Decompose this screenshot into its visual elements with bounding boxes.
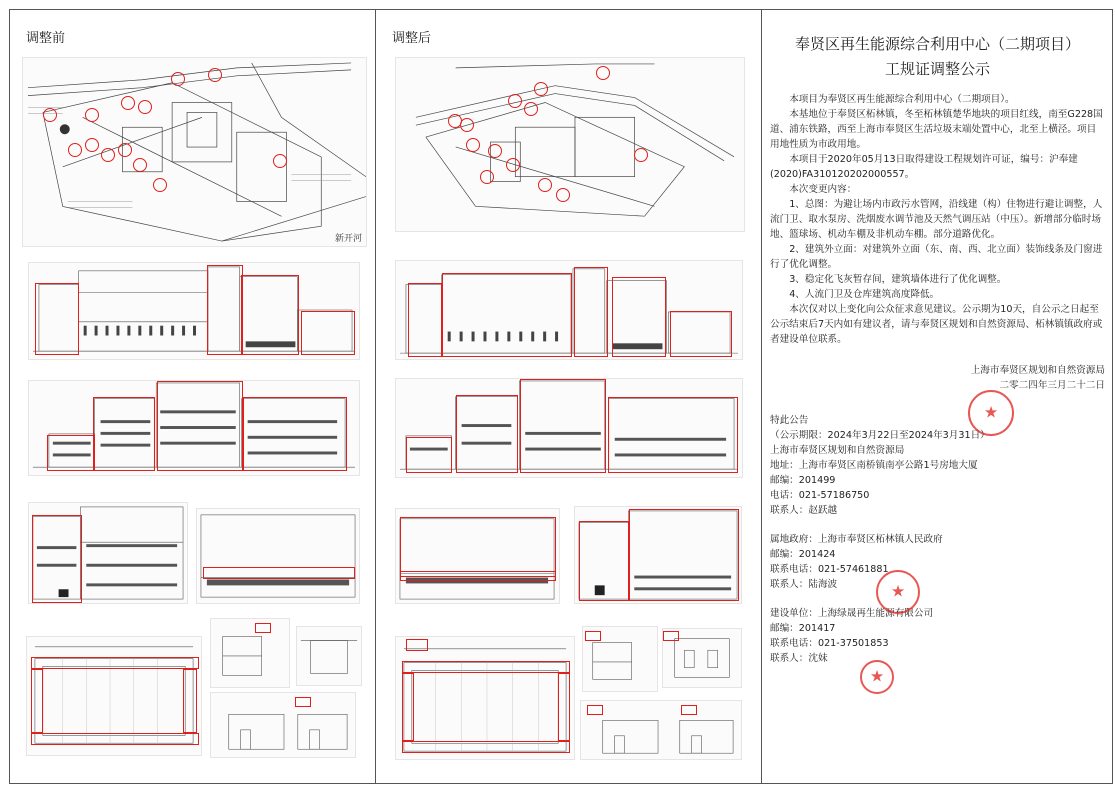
org3-phone: 联系电话：021-37501853 xyxy=(770,638,889,649)
change-markup-box xyxy=(301,311,355,355)
change-markup-box xyxy=(295,697,311,707)
org2-postcode: 邮编：201424 xyxy=(770,549,836,560)
change-markup-box xyxy=(32,515,82,603)
change-markup-circle xyxy=(118,143,132,157)
org1-postcode: 邮编：201499 xyxy=(770,475,836,486)
change-markup-box xyxy=(608,397,738,473)
change-markup-box xyxy=(558,673,570,741)
river-label: 新开河 xyxy=(334,234,362,244)
change-markup-circle xyxy=(480,170,494,184)
change-markup-box xyxy=(203,567,355,579)
notice-para2: 本基地位于奉贤区柘林镇，冬至柘林镇楚华地块的项目红线，南至G228国道、浦东铁路，西至上海市奉贤区生活垃圾末端处置中心，北至上横泾。项目用地性质为市政用地。 xyxy=(770,109,1103,150)
change-markup-box xyxy=(587,705,603,715)
change-markup-box xyxy=(255,623,271,633)
special-title: 特此公告 xyxy=(770,415,809,426)
change-markup-box xyxy=(183,669,197,733)
change-markup-circle xyxy=(171,72,185,86)
change-markup-circle xyxy=(208,68,222,82)
change-markup-box xyxy=(408,283,442,357)
change-markup-circle xyxy=(506,158,520,172)
change-markup-box xyxy=(520,379,606,473)
org3-contact: 联系人：沈妹 xyxy=(770,653,828,664)
change-markup-box xyxy=(406,639,428,651)
change-markup-box xyxy=(663,631,679,641)
change-markup-box xyxy=(243,397,347,471)
org2-contact: 联系人：陆海波 xyxy=(770,579,838,590)
change-markup-circle xyxy=(153,178,167,192)
notice-item2: 2、建筑外立面：对建筑外立面（东、南、西、北立面）装饰线条及门窗进行了优化调整。 xyxy=(770,244,1103,270)
org1-name: 上海市奉贤区规划和自然资源局 xyxy=(770,445,905,456)
change-markup-box xyxy=(31,669,43,733)
change-markup-box xyxy=(157,381,243,471)
org2-phone: 联系电话：021-57461881 xyxy=(770,564,889,575)
before-detail-b xyxy=(296,626,362,686)
change-markup-box xyxy=(402,673,414,741)
change-markup-box xyxy=(612,277,666,357)
divider-right xyxy=(761,9,762,784)
change-markup-box xyxy=(35,283,79,355)
org1-contact: 联系人：赵跃越 xyxy=(770,505,838,516)
change-markup-circle xyxy=(460,118,474,132)
change-markup-box xyxy=(241,275,299,355)
sign-org: 上海市奉贤区规划和自然资源局 xyxy=(970,365,1105,376)
change-markup-box xyxy=(47,435,95,471)
before-elevation-2 xyxy=(28,380,360,476)
change-markup-circle xyxy=(101,148,115,162)
change-markup-box xyxy=(579,521,629,601)
after-detail-b xyxy=(662,628,742,688)
notice-column xyxy=(770,30,1105,666)
org2-name: 属地政府：上海市奉贤区柘林镇人民政府 xyxy=(770,534,943,545)
before-detail-c xyxy=(210,692,356,758)
change-markup-circle xyxy=(634,148,648,162)
after-elevation-1 xyxy=(395,260,743,360)
change-markup-circle xyxy=(524,102,538,116)
notice-para4: 本次变更内容： xyxy=(789,184,857,195)
change-markup-circle xyxy=(508,94,522,108)
change-markup-circle xyxy=(488,144,502,158)
change-markup-circle xyxy=(138,100,152,114)
change-markup-circle xyxy=(538,178,552,192)
notice-period: （公示期限：2024年3月22日至2024年3月31日） xyxy=(770,430,990,441)
change-markup-circle xyxy=(133,158,147,172)
after-elevation-2 xyxy=(395,378,743,478)
change-markup-box xyxy=(207,265,243,355)
before-site-plan xyxy=(22,57,367,247)
change-markup-circle xyxy=(121,96,135,110)
change-markup-box xyxy=(574,267,608,357)
after-elevation-4 xyxy=(574,506,742,604)
change-markup-circle xyxy=(596,66,610,80)
change-markup-box xyxy=(442,273,572,357)
official-seal-bureau: ★ xyxy=(968,390,1014,436)
change-markup-circle xyxy=(43,108,57,122)
notice-para1: 本项目为奉贤区再生能源综合利用中心（二期项目）。 xyxy=(789,94,1015,105)
change-markup-circle xyxy=(68,143,82,157)
after-detail-a xyxy=(582,626,658,692)
change-markup-circle xyxy=(466,138,480,152)
change-markup-box xyxy=(402,661,570,673)
org1-address: 地址：上海市奉贤区南桥镇南亭公路1号房地大厦 xyxy=(770,460,978,471)
notice-title-line2: 工规证调整公示 xyxy=(884,60,990,78)
change-markup-box xyxy=(681,705,697,715)
org3-name: 建设单位：上海绿晟再生能源有限公司 xyxy=(770,608,934,619)
change-markup-box xyxy=(93,397,155,471)
notice-para5: 本次仅对以上变化向公众征求意见建议。公示期为10天，自公示之日起至公示结束后7天内如有建议者，请与奉贤区规划和自然资源局、柘林镇镇政府或者建设单位联系。 xyxy=(770,304,1103,345)
before-panel-title: 调整前 xyxy=(26,31,66,46)
change-markup-box xyxy=(402,741,570,753)
change-markup-circle xyxy=(556,188,570,202)
org1-phone: 电话：021-57186750 xyxy=(770,490,870,501)
change-markup-box xyxy=(31,657,199,669)
before-elevation-1 xyxy=(28,262,360,360)
change-markup-box xyxy=(670,311,732,357)
change-markup-circle xyxy=(85,138,99,152)
change-markup-box xyxy=(400,571,556,581)
change-markup-box xyxy=(400,517,556,577)
org3-postcode: 邮编：201417 xyxy=(770,623,836,634)
change-markup-box xyxy=(629,509,739,601)
change-markup-circle xyxy=(85,108,99,122)
divider-left xyxy=(375,9,376,784)
before-detail-a xyxy=(210,618,290,688)
notice-title-line1: 奉贤区再生能源综合利用中心（二期项目） xyxy=(794,35,1080,53)
after-elevation-3 xyxy=(395,508,560,604)
official-seal-company: ★ xyxy=(860,660,894,694)
change-markup-box xyxy=(456,395,518,473)
change-markup-circle xyxy=(534,82,548,96)
before-plan-gatehouse xyxy=(26,636,202,756)
notice-item3: 3、稳定化飞灰暂存间，建筑墙体进行了优化调整。 xyxy=(789,274,1007,285)
after-detail-c xyxy=(580,700,742,760)
sign-date: 二零二四年三月二十二日 xyxy=(999,380,1105,391)
change-markup-box xyxy=(31,733,199,745)
notice-item4: 4、人流门卫及仓库建筑高度降低。 xyxy=(789,289,940,300)
after-panel-title: 调整后 xyxy=(392,31,432,46)
notice-para3: 本项目于2020年05月13日取得建设工程规划许可证，编号：沪奉建(2020)FA310120202000557。 xyxy=(770,154,1078,180)
change-markup-box xyxy=(406,437,452,473)
notice-item1: 1、总图：为避让场内市政污水管网，沿线建（构）住物进行避让调整，人流门卫、取水泵房、洗烟废水调节池及天然气调压站（中压）。新增部分临时场地、篮球场、机动车棚及非机动车棚。部分道路优化。 xyxy=(770,199,1103,240)
after-site-plan xyxy=(395,57,745,232)
official-seal-government: ★ xyxy=(876,570,920,614)
before-elevation-3 xyxy=(28,502,188,604)
before-elevation-4 xyxy=(196,508,360,604)
change-markup-box xyxy=(585,631,601,641)
change-markup-circle xyxy=(273,154,287,168)
after-plan-gatehouse xyxy=(395,636,575,760)
